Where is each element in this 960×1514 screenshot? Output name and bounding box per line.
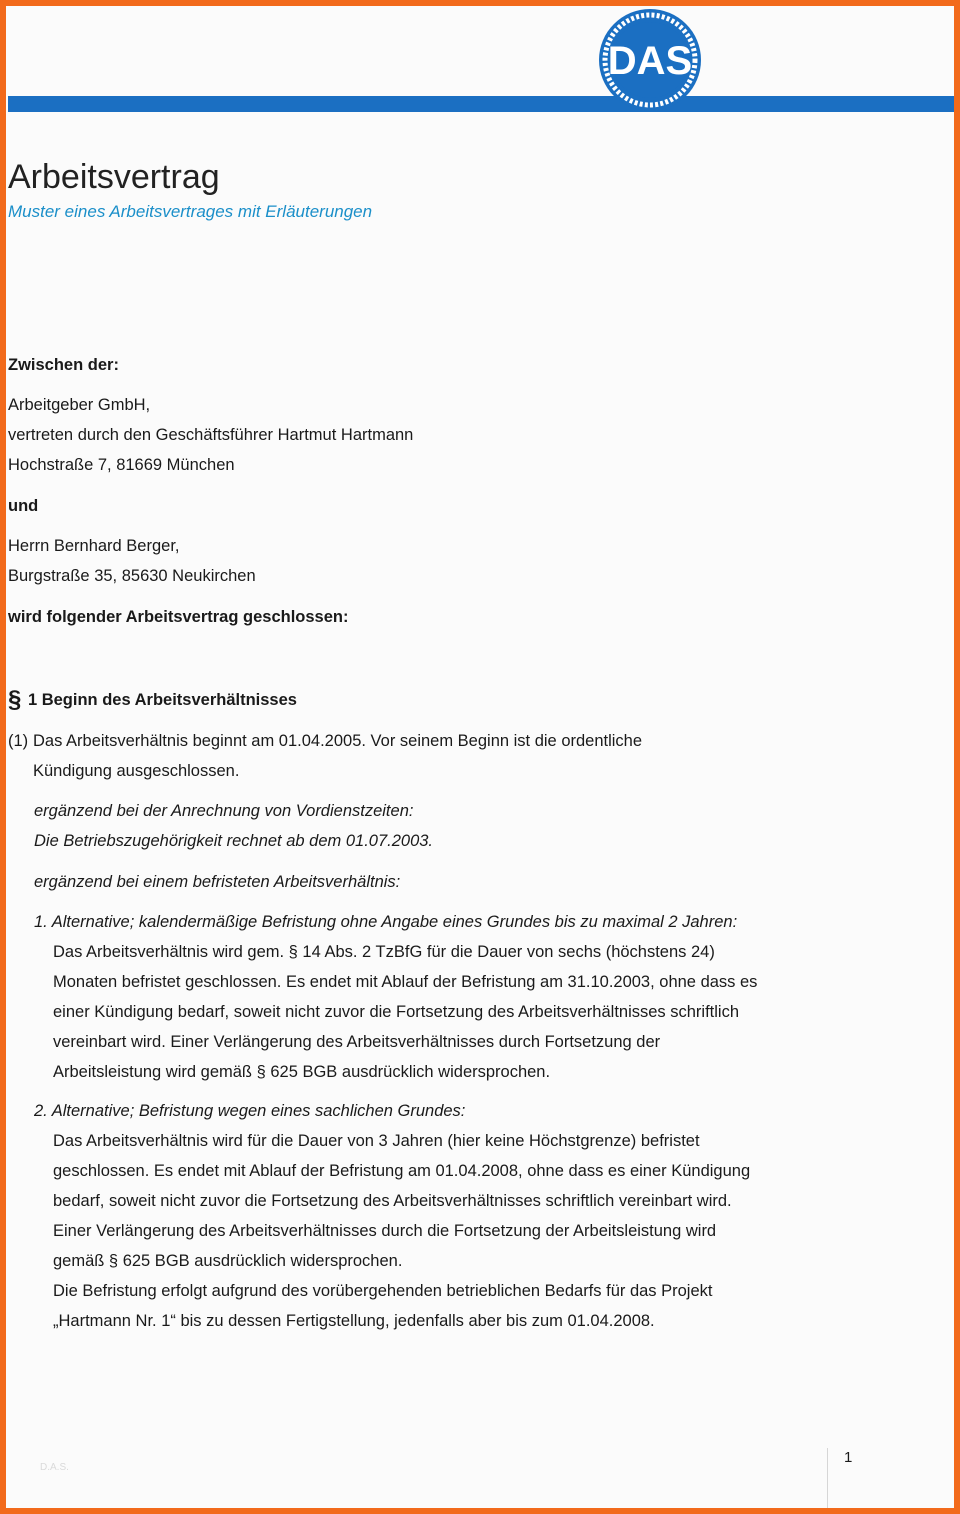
footer-mark: D.A.S. [40, 1462, 69, 1473]
employee-line: Burgstraße 35, 85630 Neukirchen [8, 567, 256, 585]
das-logo [598, 8, 702, 112]
alt2-line: geschlossen. Es endet mit Ablauf der Befristung am 01.04.2008, ohne dass es einer Kündigung [53, 1162, 751, 1180]
clause-1-line: Das Arbeitsverhältnis beginnt am 01.04.2005. Vor seinem Beginn ist die ordentliche [33, 732, 643, 750]
header-blue-bar [8, 96, 954, 112]
footer-divider [827, 1448, 828, 1508]
alt2-line: bedarf, soweit nicht zuvor die Fortsetzung des Arbeitsverhältnisses schriftlich vereinbart wird. [53, 1192, 732, 1210]
page-number: 1 [844, 1449, 853, 1466]
page-subtitle: Muster eines Arbeitsvertrages mit Erläuterungen [8, 202, 373, 221]
alternative-2-body [53, 1126, 750, 1336]
alt1-line: Arbeitsleistung wird gemäß § 625 BGB ausdrücklich widersprochen. [53, 1063, 551, 1081]
alt1-line: Monaten befristet geschlossen. Es endet mit Ablauf der Befristung am 31.10.2003, ohne dass es [53, 973, 758, 991]
clause-1 [33, 726, 642, 786]
employee-block [8, 531, 256, 591]
alt1-line: vereinbart wird. Einer Verlängerung des Arbeitsverhältnisses durch Fortsetzung der [53, 1033, 661, 1051]
employee-line: Herrn Bernhard Berger, [8, 537, 180, 555]
alt2-line: Das Arbeitsverhältnis wird für die Dauer von 3 Jahren (hier keine Höchstgrenze) befristet [53, 1132, 700, 1150]
alternative-2-heading: 2. Alternative; Befristung wegen eines sachlichen Grundes: [34, 1102, 466, 1120]
alt1-line: einer Kündigung bedarf, soweit nicht zuvor die Fortsetzung des Arbeitsverhältnisses schriftlich [53, 1003, 740, 1021]
section-heading-text: 1 Beginn des Arbeitsverhältnisses [27, 691, 297, 709]
alt2-line: „Hartmann Nr. 1“ bis zu dessen Fertigstellung, jedenfalls aber bis zum 01.04.2008. [53, 1312, 655, 1330]
contract-closing: wird folgender Arbeitsvertrag geschlossen: [8, 608, 349, 626]
clause-1-line: Kündigung ausgeschlossen. [33, 762, 240, 780]
alternative-1-body [53, 937, 757, 1087]
alt1-line: Das Arbeitsverhältnis wird gem. § 14 Abs. 2 TzBfG für die Dauer von sechs (höchstens 24) [53, 943, 715, 961]
alt2-line: gemäß § 625 BGB ausdrücklich widersprochen. [53, 1252, 403, 1270]
note-line: Die Betriebszugehörigkeit rechnet ab dem 01.07.2003. [34, 832, 434, 850]
employer-line: Hochstraße 7, 81669 München [8, 456, 235, 474]
alt2-line: Die Befristung erfolgt aufgrund des vorübergehenden betrieblichen Bedarfs für das Projekt [53, 1282, 713, 1300]
and-label: und [8, 497, 39, 515]
section-heading [8, 685, 297, 715]
employer-block [8, 390, 413, 480]
note-line: ergänzend bei der Anrechnung von Vordienstzeiten: [34, 802, 414, 820]
page-title: Arbeitsvertrag [8, 158, 220, 196]
paragraph-symbol: § [8, 686, 22, 713]
alt2-line: Einer Verlängerung des Arbeitsverhältnisses durch die Fortsetzung der Arbeitsleistung wird [53, 1222, 717, 1240]
parties-intro: Zwischen der: [8, 356, 119, 374]
note-fixed-term: ergänzend bei einem befristeten Arbeitsverhältnis: [34, 873, 401, 891]
document-page [6, 6, 954, 1508]
logo-text: DAS [607, 39, 693, 83]
clause-1-number: (1) [8, 732, 29, 750]
employer-line: Arbeitgeber GmbH, [8, 396, 151, 414]
alternative-1-heading: 1. Alternative; kalendermäßige Befristung ohne Angabe eines Grundes bis zu maximal 2 Jahren: [34, 913, 738, 931]
employer-line: vertreten durch den Geschäftsführer Hartmut Hartmann [8, 426, 414, 444]
note-prior-service [34, 796, 433, 856]
